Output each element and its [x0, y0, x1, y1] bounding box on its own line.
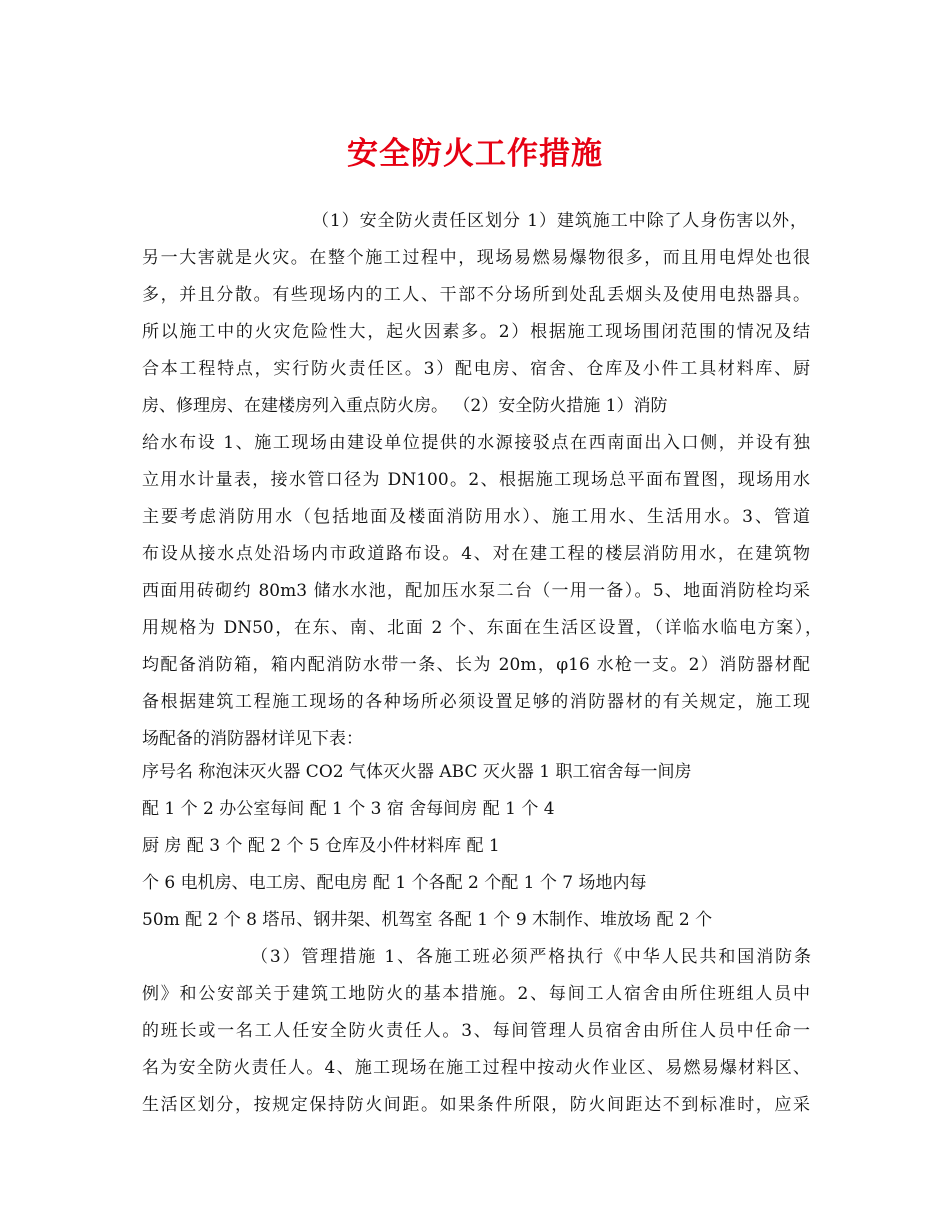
paragraph-line: 所以施工中的火灾危险性大，起火因素多。2）根据施工现场围闭范围的情况及结 — [142, 322, 810, 342]
table-line: 个 6 电机房、电工房、配电房 配 1 个各配 2 个配 1 个 7 场地内每 — [142, 873, 647, 893]
table-line: 配 1 个 2 办公室每间 配 1 个 3 宿 舍每间房 配 1 个 4 — [142, 799, 555, 819]
document-title: 安全防火工作措施 — [347, 136, 603, 172]
paragraph-line: 均配备消防箱，箱内配消防水带一条、长为 20m，φ16 水枪一支。2）消防器材配 — [142, 655, 810, 675]
paragraph-line: 立用水计量表，接水管口径为 DN100。2、根据施工现场总平面布置图，现场用水 — [142, 470, 810, 490]
paragraph-line: 给水布设 1、施工现场由建设单位提供的水源接驳点在西南面出入口侧，并设有独 — [142, 433, 810, 453]
paragraph-line: 例》和公安部关于建筑工地防火的基本措施。2、每间工人宿舍由所住班组人员中 — [142, 984, 810, 1004]
table-line: 50m 配 2 个 8 塔吊、钢井架、机驾室 各配 1 个 9 木制作、堆放场 配 2 个 — [142, 910, 713, 930]
paragraph-line: 合本工程特点，实行防火责任区。3）配电房、宿舍、仓库及小件工具材料库、厨 — [142, 359, 810, 379]
table-line: 序号名 称泡沫灭火器 CO2 气体灭火器 ABC 灭火器 1 职工宿舍每一间房 — [142, 762, 692, 782]
paragraph-line: 房、修理房、在建楼房列入重点防火房。 （2）安全防火措施 1）消防 — [142, 396, 668, 416]
paragraph-line: 另一大害就是火灾。在整个施工过程中，现场易燃易爆物很多，而且用电焊处也很 — [142, 248, 810, 268]
paragraph-line: （1）安全防火责任区划分 1）建筑施工中除了人身伤害以外， — [312, 211, 807, 231]
paragraph-line: 生活区划分，按规定保持防火间距。如果条件所限，防火间距达不到标准时，应采 — [142, 1095, 810, 1115]
paragraph-line: 西面用砖砌约 80m3 储水水池，配加压水泵二台（一用一备）。5、地面消防栓均采 — [142, 581, 810, 601]
paragraph-line: 多，并且分散。有些现场内的工人、干部不分场所到处乱丢烟头及使用电热器具。 — [142, 285, 810, 305]
paragraph-line: 场配备的消防器材详见下表： — [142, 729, 363, 749]
paragraph-line: 的班长或一名工人任安全防火责任人。3、每间管理人员宿舍由所住人员中任命一 — [142, 1021, 810, 1041]
paragraph-line: 布设从接水点处沿场内市政道路布设。4、对在建工程的楼层消防用水，在建筑物 — [142, 544, 810, 564]
paragraph-line: 备根据建筑工程施工现场的各种场所必须设置足够的消防器材的有关规定，施工现 — [142, 692, 810, 712]
paragraph-line: 名为安全防火责任人。4、施工现场在施工过程中按动火作业区、易燃易爆材料区、 — [142, 1058, 810, 1078]
paragraph-line: （3）管理措施 1、各施工班必须严格执行《中华人民共和国消防条 — [251, 947, 811, 967]
paragraph-line: 用规格为 DN50，在东、南、北面 2 个、东面在生活区设置，（详临水临电方案）， — [142, 618, 822, 638]
table-line: 厨 房 配 3 个 配 2 个 5 仓库及小件材料库 配 1 — [142, 836, 500, 856]
paragraph-line: 主要考虑消防用水（包括地面及楼面消防用水）、施工用水、生活用水。3、管道 — [142, 507, 810, 527]
